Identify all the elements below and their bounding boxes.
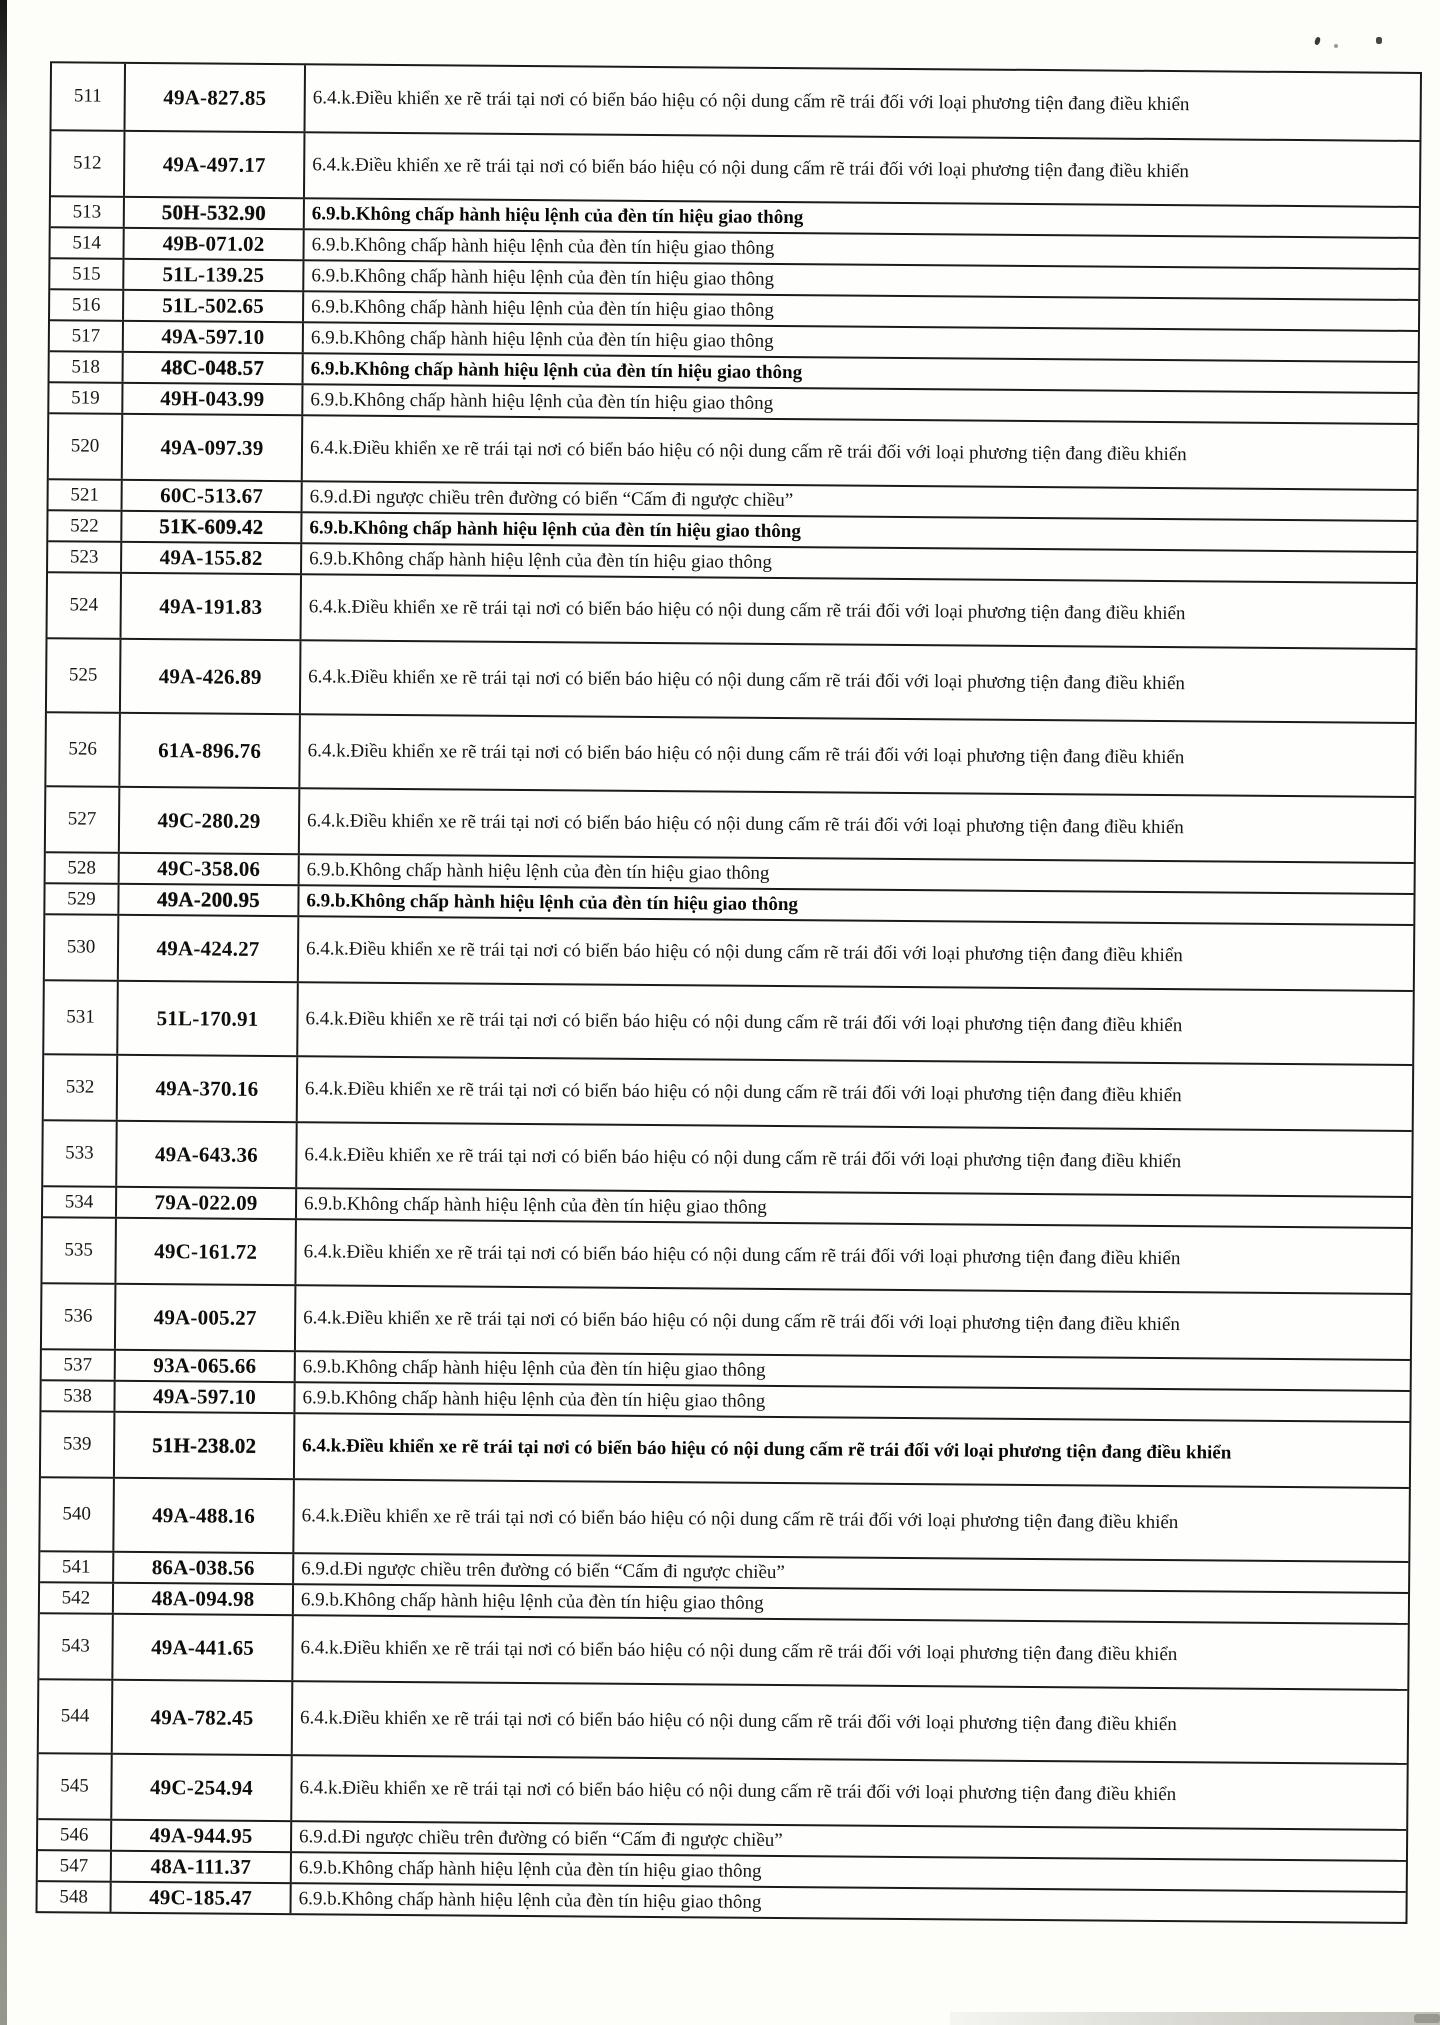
violation-text: 6.4.k.Điều khiển xe rẽ trái tại nơi có biển báo hiệu có nội dung cấm rẽ trái đối với loại phương tiện đang điều khiển [308, 666, 1186, 695]
license-plate: 51L-139.25 [124, 260, 304, 290]
license-plate: 49A-782.45 [113, 1681, 294, 1754]
violation-text: 6.9.d.Đi ngược chiều trên đường có biển “Cấm đi ngược chiều” [309, 485, 794, 511]
table-row [44, 1053, 1412, 1130]
violation-text: 6.4.k.Điều khiển xe rẽ trái tại nơi có biển báo hiệu có nội dung cấm rẽ trái đối với loại phương tiện đang điều khiển [300, 1637, 1178, 1666]
scan-speck [1376, 37, 1382, 44]
license-plate: 49A-424.27 [119, 916, 299, 981]
table-row [45, 913, 1413, 990]
row-number: 514 [51, 228, 125, 258]
table-row [47, 637, 1416, 722]
violation-text: 6.9.b.Không chấp hành hiệu lệnh của đèn tín hiệu giao thông [311, 233, 775, 259]
violation-text: 6.9.b.Không chấp hành hiệu lệnh của đèn tín hiệu giao thông [298, 1887, 762, 1913]
violation-text: 6.4.k.Điều khiển xe rẽ trái tại nơi có biển báo hiệu có nội dung cấm rẽ trái đối với loại phương tiện đang điều khiển [303, 1241, 1181, 1270]
license-plate: 49A-200.95 [119, 885, 299, 915]
row-number: 530 [45, 915, 120, 980]
license-plate: 50H-532.90 [125, 198, 305, 228]
violation-text: 6.4.k.Điều khiển xe rẽ trái tại nơi có biển báo hiệu có nội dung cấm rẽ trái đối với loại phương tiện đang điều khiển [308, 596, 1186, 625]
license-plate: 51L-170.91 [118, 982, 299, 1055]
violation-text: 6.9.b.Không chấp hành hiệu lệnh của đèn tín hiệu giao thông [302, 1386, 766, 1412]
license-plate: 86A-038.56 [114, 1553, 294, 1583]
license-plate: 49C-161.72 [116, 1219, 296, 1284]
violation-text: 6.9.b.Không chấp hành hiệu lệnh của đèn tín hiệu giao thông [306, 889, 799, 915]
license-plate: 51H-238.02 [115, 1413, 295, 1478]
license-plate: 48A-111.37 [112, 1852, 292, 1882]
table-row [46, 711, 1415, 796]
violation-text: 6.4.k.Điều khiển xe rẽ trái tại nơi có biển báo hiệu có nội dung cấm rẽ trái đối với loại phương tiện đang điều khiển [307, 810, 1184, 839]
row-number: 517 [50, 321, 124, 351]
table-row [49, 412, 1417, 489]
license-plate: 49C-185.47 [112, 1883, 292, 1913]
table-row [44, 979, 1413, 1064]
row-number: 533 [43, 1121, 118, 1186]
row-number: 520 [49, 414, 124, 479]
license-plate: 49A-497.17 [125, 132, 305, 197]
row-number: 527 [46, 787, 121, 852]
violation-text: 6.9.b.Không chấp hành hiệu lệnh của đèn tín hiệu giao thông [302, 1355, 766, 1381]
scan-corner-shadow [1414, 2014, 1440, 2023]
license-plate: 61A-896.76 [120, 714, 301, 787]
row-number: 515 [50, 259, 124, 289]
license-plate: 49A-097.39 [123, 415, 303, 480]
table-row [39, 1678, 1408, 1763]
table-row [42, 1282, 1410, 1359]
violation-text: 6.4.k.Điều khiển xe rẽ trái tại nơi có biển báo hiệu có nội dung cấm rẽ trái đối với loại phương tiện đang điều khiển [305, 938, 1183, 967]
violation-text: 6.9.b.Không chấp hành hiệu lệnh của đèn tín hiệu giao thông [310, 326, 774, 352]
license-plate: 49B-071.02 [125, 229, 305, 259]
row-number: 511 [52, 63, 127, 130]
violation-text: 6.4.k.Điều khiển xe rẽ trái tại nơi có biển báo hiệu có nội dung cấm rẽ trái đối với loại phương tiện đang điều khiển [301, 1505, 1179, 1534]
scan-edge-shadow [0, 0, 7, 2025]
violation-text: 6.9.d.Đi ngược chiều trên đường có biển “Cấm đi ngược chiều” [299, 1825, 783, 1851]
violation-text: 6.9.b.Không chấp hành hiệu lệnh của đèn tín hiệu giao thông [303, 1192, 767, 1218]
scan-bottom-shadow [950, 2012, 1440, 2025]
license-plate: 49A-597.10 [115, 1382, 295, 1412]
row-number: 524 [48, 573, 123, 638]
row-number: 516 [50, 290, 124, 320]
license-plate: 51K-609.42 [122, 512, 302, 542]
violation-text: 6.4.k.Điều khiển xe rẽ trái tại nơi có biển báo hiệu có nội dung cấm rẽ trái đối với loại phương tiện đang điều khiển [299, 1777, 1177, 1806]
row-number: 525 [47, 639, 122, 712]
table-row [48, 571, 1416, 648]
row-number: 545 [38, 1754, 113, 1819]
row-number: 544 [39, 1680, 114, 1753]
violation-text: 6.4.k.Điều khiển xe rẽ trái tại nơi có biển báo hiệu có nội dung cấm rẽ trái đối với loại phương tiện đang điều khiển [312, 87, 1190, 116]
license-plate: 79A-022.09 [117, 1188, 297, 1218]
table-row [39, 1612, 1407, 1689]
row-number: 512 [51, 131, 126, 196]
row-number: 539 [41, 1412, 116, 1477]
violation-text: 6.9.b.Không chấp hành hiệu lệnh của đèn tín hiệu giao thông [309, 547, 772, 573]
violation-text: 6.9.b.Không chấp hành hiệu lệnh của đèn tín hiệu giao thông [309, 516, 801, 542]
row-number: 543 [39, 1614, 114, 1679]
license-plate: 49A-441.65 [113, 1615, 293, 1680]
row-number: 536 [42, 1284, 117, 1349]
license-plate: 49H-043.99 [123, 384, 303, 414]
license-plate: 49C-254.94 [112, 1755, 292, 1820]
license-plate: 48C-048.57 [124, 353, 304, 383]
scan-speck [1334, 44, 1338, 48]
violation-text: 6.9.b.Không chấp hành hiệu lệnh của đèn tín hiệu giao thông [310, 357, 803, 383]
row-number: 522 [48, 511, 122, 541]
license-plate: 49C-358.06 [120, 854, 300, 884]
violation-text: 6.9.b.Không chấp hành hiệu lệnh của đèn tín hiệu giao thông [311, 295, 774, 321]
violation-text: 6.9.b.Không chấp hành hiệu lệnh của đèn tín hiệu giao thông [311, 264, 775, 290]
license-plate: 49A-827.85 [126, 64, 307, 131]
row-number: 538 [41, 1381, 115, 1411]
license-plate: 49A-597.10 [124, 322, 304, 352]
row-number: 518 [50, 352, 124, 382]
row-number: 523 [48, 542, 122, 572]
table-row [40, 1476, 1409, 1561]
license-plate: 93A-065.66 [116, 1351, 296, 1381]
license-plate: 49A-643.36 [117, 1122, 297, 1187]
violation-text: 6.4.k.Điều khiển xe rẽ trái tại nơi có biển báo hiệu có nội dung cấm rẽ trái đối với loại phương tiện đang điều khiển [299, 1707, 1177, 1736]
table-row [43, 1119, 1411, 1196]
table-row [38, 1752, 1406, 1829]
row-number: 541 [40, 1552, 114, 1582]
row-number: 534 [43, 1187, 117, 1217]
violation-text: 6.4.k.Điều khiển xe rẽ trái tại nơi có biển báo hiệu có nội dung cấm rẽ trái đối với loại phương tiện đang điều khiển [305, 1008, 1183, 1037]
violation-text: 6.9.b.Không chấp hành hiệu lệnh của đèn tín hiệu giao thông [311, 202, 804, 228]
row-number: 542 [40, 1583, 114, 1613]
row-number: 519 [49, 383, 123, 413]
table-row [51, 129, 1419, 206]
violation-text: 6.9.b.Không chấp hành hiệu lệnh của đèn tín hiệu giao thông [310, 388, 774, 414]
row-number: 546 [38, 1820, 112, 1850]
violation-text: 6.4.k.Điều khiển xe rẽ trái tại nơi có biển báo hiệu có nội dung cấm rẽ trái đối với loại phương tiện đang điều khiển [303, 1307, 1180, 1336]
violation-text: 6.9.b.Không chấp hành hiệu lệnh của đèn tín hiệu giao thông [306, 858, 770, 884]
table-row [46, 785, 1414, 862]
license-plate: 60C-513.67 [123, 481, 303, 511]
scan-speck [1314, 36, 1321, 45]
violation-text: 6.9.d.Đi ngược chiều trên đường có biển “Cấm đi ngược chiều” [301, 1557, 785, 1583]
row-number: 540 [40, 1478, 115, 1551]
violation-text: 6.4.k.Điều khiển xe rẽ trái tại nơi có biển báo hiệu có nội dung cấm rẽ trái đối với loại phương tiện đang điều khiển [304, 1144, 1182, 1173]
license-plate: 48A-094.98 [114, 1584, 294, 1614]
license-plate: 49C-280.29 [120, 788, 300, 853]
row-number: 537 [42, 1350, 116, 1380]
license-plate: 51L-502.65 [124, 291, 304, 321]
license-plate: 49A-005.27 [116, 1285, 296, 1350]
violation-text: 6.4.k.Điều khiển xe rẽ trái tại nơi có biển báo hiệu có nội dung cấm rẽ trái đối với loại phương tiện đang điều khiển [307, 740, 1185, 769]
row-number: 526 [46, 713, 121, 786]
row-number: 535 [42, 1218, 117, 1283]
row-number: 528 [46, 853, 120, 883]
license-plate: 49A-488.16 [114, 1479, 295, 1552]
violation-text: 6.4.k.Điều khiển xe rẽ trái tại nơi có biển báo hiệu có nội dung cấm rẽ trái đối với loại phương tiện đang điều khiển [302, 1435, 1232, 1464]
violation-text: 6.4.k.Điều khiển xe rẽ trái tại nơi có biển báo hiệu có nội dung cấm rẽ trái đối với loại phương tiện đang điều khiển [309, 437, 1187, 466]
violation-table [35, 61, 1422, 1924]
violation-text: 6.4.k.Điều khiển xe rẽ trái tại nơi có biển báo hiệu có nội dung cấm rẽ trái đối với loại phương tiện đang điều khiển [312, 154, 1190, 183]
row-number: 521 [49, 480, 123, 510]
row-number: 532 [44, 1055, 119, 1120]
row-number: 547 [38, 1851, 112, 1881]
violation-text: 6.4.k.Điều khiển xe rẽ trái tại nơi có biển báo hiệu có nội dung cấm rẽ trái đối với loại phương tiện đang điều khiển [304, 1078, 1182, 1107]
license-plate: 49A-944.95 [112, 1821, 292, 1851]
license-plate: 49A-155.82 [122, 543, 302, 573]
license-plate: 49A-370.16 [118, 1056, 298, 1121]
table-row [42, 1216, 1410, 1293]
violation-text: 6.9.b.Không chấp hành hiệu lệnh của đèn tín hiệu giao thông [298, 1856, 762, 1882]
license-plate: 49A-426.89 [121, 640, 302, 713]
table-row [52, 63, 1420, 140]
row-number: 548 [38, 1882, 112, 1912]
row-number: 513 [51, 197, 125, 227]
table-row [41, 1410, 1409, 1487]
license-plate: 49A-191.83 [122, 574, 302, 639]
row-number: 531 [44, 981, 119, 1054]
violation-text: 6.9.b.Không chấp hành hiệu lệnh của đèn tín hiệu giao thông [300, 1588, 764, 1614]
row-number: 529 [45, 884, 119, 914]
